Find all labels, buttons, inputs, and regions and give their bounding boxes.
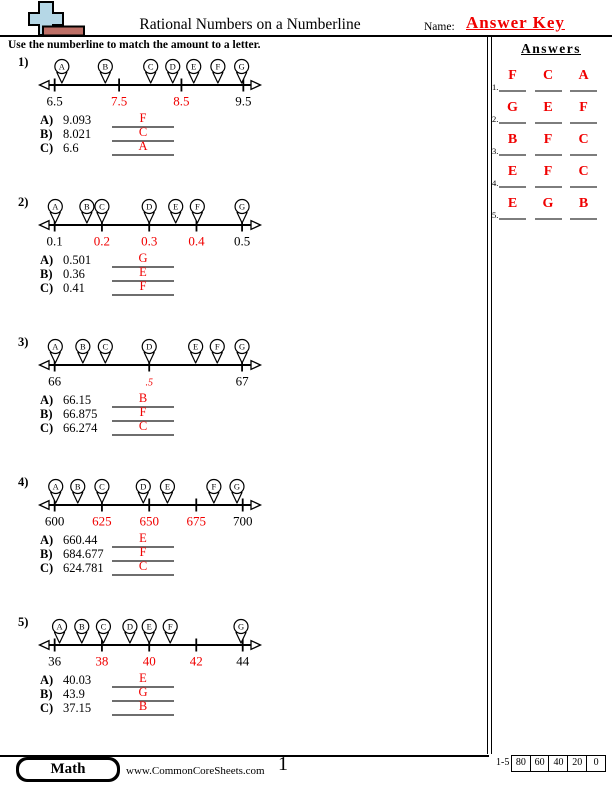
pin-letter: A (56, 621, 63, 632)
tick-label: 9.5 (235, 93, 252, 109)
question-letter: A) (40, 113, 54, 127)
tick-label: 7.5 (110, 93, 128, 109)
right-arrow-icon (251, 501, 261, 510)
problem-number: 4) (18, 475, 29, 489)
numberline (37, 476, 264, 534)
answer-blank: E (112, 531, 174, 548)
right-arrow-icon (251, 221, 261, 230)
answers-slot: E (499, 196, 526, 220)
question-letter: A) (40, 533, 54, 547)
question-value: 37.15 (63, 700, 92, 715)
answers-row-number: 2. (492, 114, 499, 124)
question-row (40, 138, 240, 156)
answers-slot: A (570, 68, 597, 92)
question-letter: B) (40, 546, 53, 561)
left-arrow-icon (40, 641, 50, 650)
problem-number: 5) (18, 615, 29, 629)
tick-label: 44 (236, 653, 250, 669)
pin-letter: A (52, 341, 59, 352)
answers-slot: C (570, 132, 597, 156)
question-value: 0.36 (63, 266, 85, 281)
score-box: 20 (567, 755, 587, 772)
problem-2 (8, 195, 486, 335)
answer-blank: A (112, 139, 174, 156)
answer-blank: G (112, 685, 174, 702)
answer-blank: F (112, 279, 174, 296)
pin-letter: C (147, 61, 154, 72)
pin-letter: G (238, 201, 246, 212)
tick-label: 67 (235, 373, 249, 389)
pin-letter: C (99, 201, 105, 212)
answers-row-number: 3. (492, 146, 499, 156)
pin-letter: C (102, 341, 109, 352)
left-arrow-icon (40, 221, 50, 230)
tick-label: 38 (95, 653, 109, 669)
tick-label: 625 (92, 513, 112, 529)
tick-label: 0.2 (93, 233, 111, 249)
answers-row (492, 100, 610, 124)
answers-slot: G (535, 196, 562, 220)
pin-letter: F (167, 621, 173, 632)
problem-number: 3) (18, 335, 29, 349)
pin-letter: B (80, 341, 86, 352)
pin-letter: B (78, 621, 85, 632)
pin-letter: C (100, 621, 107, 632)
tick-label: 0.4 (188, 233, 205, 249)
pin-letter: E (173, 201, 179, 212)
tick-label: 42 (189, 653, 203, 669)
tick-label: 36 (48, 653, 62, 669)
pin-letter: D (126, 621, 133, 632)
pin-letter: A (58, 61, 65, 72)
pin-letter: E (146, 621, 152, 632)
pin-letter: G (238, 61, 245, 72)
tick-label: 8.5 (173, 93, 190, 109)
answers-slot: F (535, 164, 562, 188)
answers-row (492, 132, 610, 156)
problem-4 (8, 475, 486, 615)
question-letter: A) (40, 673, 54, 687)
left-arrow-icon (40, 81, 50, 90)
problem-number: 2) (18, 195, 29, 209)
question-letter: B) (40, 686, 53, 701)
question-value: 66.15 (63, 393, 92, 407)
question-value: 8.021 (63, 126, 92, 141)
pin-letter: A (52, 481, 59, 492)
answers-row-number: 1. (492, 82, 499, 92)
answers-slot: E (499, 164, 526, 188)
question-value: 684.677 (63, 546, 104, 561)
left-arrow-icon (40, 501, 50, 510)
question-letter: A) (40, 253, 54, 267)
tick-label: 66 (48, 373, 62, 389)
question-value: 40.03 (63, 673, 92, 687)
problem-1 (8, 55, 486, 195)
page-title: Rational Numbers on a Numberline (139, 16, 361, 33)
answers-slot: F (535, 132, 562, 156)
numberline (37, 616, 264, 674)
question-value: 9.093 (63, 113, 92, 127)
answers-slot: E (535, 100, 562, 124)
instructions-text: Use the numberline to match the amount to a letter. (8, 39, 261, 51)
right-arrow-icon (251, 361, 261, 370)
question-value: 0.501 (63, 253, 92, 267)
pin-letter: E (193, 341, 199, 352)
question-value: 660.44 (63, 533, 98, 547)
answer-blank: B (112, 699, 174, 716)
name-label: Name: (424, 21, 455, 33)
tick-label: 675 (186, 513, 207, 529)
question-row (40, 278, 240, 296)
answers-slot: C (570, 164, 597, 188)
question-letter: C) (40, 280, 54, 295)
question-letter: C) (40, 560, 54, 575)
answers-title: Answers (521, 41, 581, 56)
answers-slot: B (499, 132, 526, 156)
tick-label: 700 (232, 513, 253, 529)
pin-letter: F (215, 61, 221, 72)
math-badge-label: Math (19, 760, 117, 779)
pin-letter: C (99, 481, 105, 492)
pin-letter: F (211, 481, 217, 492)
question-value: 43.9 (63, 686, 85, 701)
tick-label: 6.5 (46, 93, 63, 109)
question-value: 6.6 (63, 140, 79, 155)
pin-letter: G (238, 341, 246, 352)
answer-blank: F (112, 111, 174, 128)
score-box: 40 (548, 755, 568, 772)
pin-letter: B (74, 481, 81, 492)
score-range-label: 1-5 (496, 757, 510, 768)
question-letter: C) (40, 700, 54, 715)
question-row (40, 418, 240, 436)
answer-blank: B (112, 391, 174, 408)
math-badge (16, 757, 120, 782)
answer-blank: E (112, 265, 174, 282)
tick-label: 0.5 (233, 233, 251, 249)
answer-blank: C (112, 125, 174, 142)
right-arrow-icon (251, 81, 261, 90)
answers-divider (487, 37, 492, 754)
question-letter: C) (40, 140, 54, 155)
pin-letter: G (233, 481, 241, 492)
question-letter: C) (40, 420, 54, 435)
question-value: 66.274 (63, 420, 98, 435)
answers-row (492, 68, 610, 92)
pin-letter: F (194, 201, 200, 212)
pin-letter: D (146, 341, 153, 352)
answer-blank: E (112, 671, 174, 688)
problem-5 (8, 615, 486, 755)
answer-key-text: Answer Key (466, 13, 565, 32)
tick-label: 0.1 (46, 233, 63, 249)
tick-label: 40 (142, 653, 156, 669)
score-box: 0 (586, 755, 606, 772)
question-letter: B) (40, 126, 53, 141)
problem-number: 1) (18, 55, 29, 69)
pin-letter: E (164, 481, 171, 492)
pin-letter: G (237, 621, 245, 632)
question-letter: B) (40, 266, 53, 281)
answers-panel (492, 37, 612, 754)
answers-slot: G (499, 100, 526, 124)
numberline (37, 336, 264, 394)
problem-3 (8, 335, 486, 475)
score-boxes (512, 755, 606, 772)
tick-label: 650 (139, 513, 159, 529)
website-text: www.CommonCoreSheets.com (126, 765, 265, 777)
question-letter: A) (40, 393, 54, 407)
answers-slot: F (570, 100, 597, 124)
right-arrow-icon (251, 641, 261, 650)
question-letter: B) (40, 406, 53, 421)
answers-slot: F (499, 68, 526, 92)
pin-letter: B (102, 61, 109, 72)
answers-row-number: 4. (492, 178, 499, 188)
answers-row-number: 5. (492, 210, 499, 220)
score-box: 60 (530, 755, 550, 772)
numberline (37, 56, 264, 114)
pin-letter: E (191, 61, 197, 72)
pin-letter: F (214, 341, 220, 352)
tick-label: 0.3 (141, 233, 158, 249)
question-value: 624.781 (63, 560, 104, 575)
answer-blank: G (112, 251, 174, 268)
tick-label: 600 (44, 513, 65, 529)
answer-blank: F (112, 545, 174, 562)
page-number: 1 (278, 753, 288, 775)
score-box: 80 (511, 755, 531, 772)
question-value: 66.875 (63, 406, 98, 421)
pin-letter: D (146, 201, 153, 212)
answers-row (492, 164, 610, 188)
pin-letter: B (84, 201, 90, 212)
answers-slot: C (535, 68, 562, 92)
answers-row (492, 196, 610, 220)
question-row (40, 558, 240, 576)
question-value: 0.41 (63, 280, 85, 295)
pin-letter: D (169, 61, 176, 72)
left-arrow-icon (40, 361, 50, 370)
pin-letter: A (52, 201, 59, 212)
answer-blank: C (112, 559, 174, 576)
answers-slot: B (570, 196, 597, 220)
question-row (40, 698, 240, 716)
answer-blank: C (112, 419, 174, 436)
answer-blank: F (112, 405, 174, 422)
pin-letter: D (140, 481, 147, 492)
tick-label: .5 (145, 377, 153, 389)
numberline (37, 196, 264, 254)
